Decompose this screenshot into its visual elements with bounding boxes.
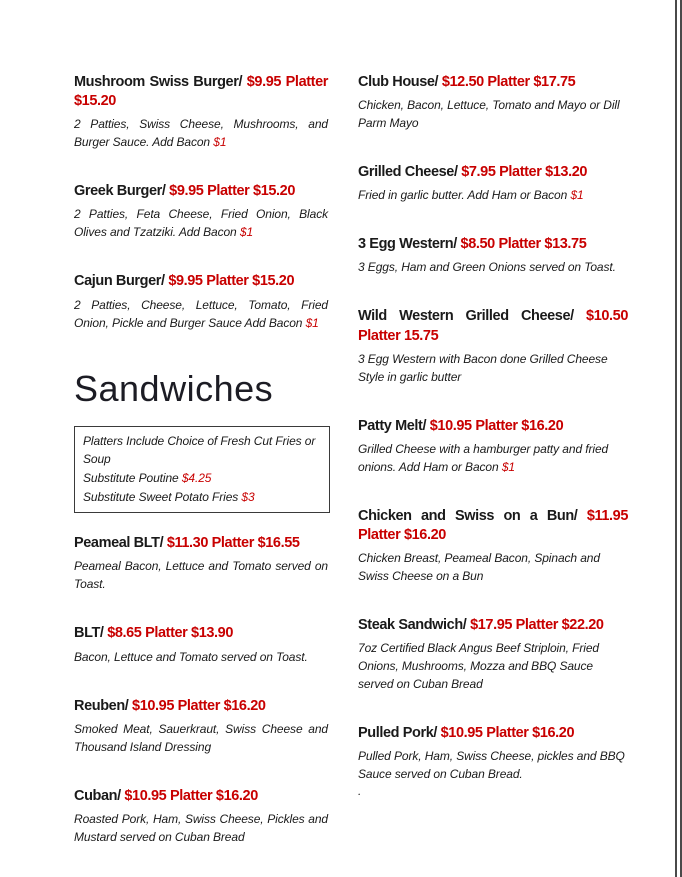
item-price: $10.95 Platter $16.20 [124,787,258,804]
menu-item-3-egg-western [358,235,628,276]
item-description [358,96,628,132]
item-name: 3 Egg Western/ [358,236,457,253]
menu-item-pulled-pork [358,724,628,800]
item-description [358,186,628,204]
item-name: Reuben/ [74,697,129,714]
item-desc-text: 3 Eggs, Ham and Green Onions served on Toast. [358,260,616,275]
item-title [74,272,328,291]
item-title [74,182,328,201]
item-addon-price: $1 [501,459,515,474]
item-description [358,549,628,585]
menu-item-cuban [74,787,328,846]
item-description [74,296,328,332]
item-title [358,73,628,92]
item-title [358,616,628,635]
item-price: $17.95 Platter $22.20 [470,617,604,633]
item-description [74,810,328,846]
menu-item-chicken-and-swiss-on-a-bun [358,507,628,585]
item-price: $8.65 Platter $13.90 [107,625,234,642]
item-price: $8.50 Platter $13.75 [460,236,587,253]
menu-item-cajun-burger [74,272,328,331]
item-name: Club House/ [358,74,439,90]
item-name: Chicken and Swiss on a Bun/ [358,507,578,524]
item-trailing-period: . [358,784,362,799]
page-edge-line [675,0,677,877]
platter-note-line-3 [83,488,321,507]
menu-item-patty-melt [358,417,628,476]
item-price: $9.95 Platter $15.20 [74,74,328,110]
note-price: $4.25 [181,471,212,486]
note-text: Substitute Sweet Potato Fries [83,489,239,504]
menu-item-peameal-blt [74,534,328,593]
item-desc-text: Peameal Bacon, Lettuce and Tomato served on Toast. [74,559,328,592]
item-price: $10.95 Platter $16.20 [132,697,266,714]
item-desc-text: Smoked Meat, Sauerkraut, Swiss Cheese and Thousand Island Dressing [74,721,328,754]
item-price: $12.50 Platter $17.75 [441,74,576,90]
item-desc-text: 7oz Certified Black Angus Beef Striploin, Fried Onions, Mushrooms, Mozza and BBQ Sauce served on Cuban Bread [358,641,599,692]
platter-note-line-1 [83,432,321,469]
item-name: Mushroom Swiss Burger/ [74,74,243,90]
item-desc-text: 2 Patties, Cheese, Lettuce, Tomato, Fried Onion, Pickle and Burger Sauce Add Bacon [74,297,328,330]
item-addon-price: $1 [239,225,254,240]
item-price: $7.95 Platter $13.20 [461,164,588,181]
item-title [358,724,628,743]
item-description [358,747,628,783]
item-desc-text: Pulled Pork, Ham, Swiss Cheese, pickles and BBQ Sauce served on Cuban Bread. [358,749,625,782]
item-name: Greek Burger/ [74,183,166,200]
menu-item-mushroom-swiss-burger [74,73,328,151]
item-desc-text: Grilled Cheese with a hamburger patty and fried onions. Add Ham or Bacon [358,441,609,474]
note-text: Platters Include Choice of Fresh Cut Fries or Soup [83,433,316,467]
item-title [358,417,628,436]
menu-item-blt [74,624,328,665]
item-price: $9.95 Platter $15.20 [168,273,295,290]
platter-note-box [74,426,330,513]
item-title [74,787,328,806]
item-title [358,163,628,182]
item-name: Wild Western Grilled Cheese/ [358,308,574,325]
item-desc-text: Fried in garlic butter. Add Ham or Bacon [358,188,568,203]
menu-item-steak-sandwich [358,616,628,693]
item-name: Grilled Cheese/ [358,164,458,181]
item-description [74,557,328,593]
item-name: Cuban/ [74,787,121,804]
menu-item-grilled-cheese [358,163,628,204]
item-name: Patty Melt/ [358,417,427,434]
item-desc-text: Chicken, Bacon, Lettuce, Tomato and Mayo or Dill Parm Mayo [358,98,620,131]
item-description [358,258,628,276]
platter-note-line-2 [83,469,321,488]
item-price: $10.50 Platter 15.75 [358,308,628,344]
item-price: $11.95 Platter $16.20 [358,507,628,543]
item-name: Pulled Pork/ [358,725,437,742]
menu-item-reuben [74,697,328,756]
item-desc-text: Chicken Breast, Peameal Bacon, Spinach and Swiss Cheese on a Bun [358,551,600,583]
item-price: $10.95 Platter $16.20 [440,725,575,742]
item-description [358,350,628,386]
item-title [74,697,328,716]
item-description [358,440,628,476]
menu-item-greek-burger [74,182,328,241]
menu-column-left [74,73,328,877]
menu-column-right [358,73,628,877]
item-name: BLT/ [74,625,104,642]
item-price: $10.95 Platter $16.20 [429,417,564,434]
item-name: Cajun Burger/ [74,273,165,290]
item-desc-text: 3 Egg Western with Bacon done Grilled Cheese Style in garlic butter [358,351,608,384]
item-desc-text: Bacon, Lettuce and Tomato served on Toast. [74,649,308,664]
item-addon-price: $1 [213,135,227,150]
item-name: Peameal BLT/ [74,535,164,552]
item-title [358,507,628,545]
item-price: $9.95 Platter $15.20 [169,183,295,200]
item-description [74,720,328,756]
item-addon-price: $1 [570,188,584,203]
item-title [74,534,328,553]
menu-item-club-house [358,73,628,132]
item-title [74,73,328,111]
section-heading-sandwiches: Sandwiches [74,367,274,409]
item-description [74,205,328,241]
item-title [74,624,328,643]
note-price: $3 [241,489,255,504]
item-title [358,307,628,345]
item-desc-text: 2 Patties, Feta Cheese, Fried Onion, Black Olives and Tzatziki. Add Bacon [74,207,328,240]
item-addon-price: $1 [305,315,319,330]
item-description [358,639,628,693]
item-name: Steak Sandwich/ [358,617,467,633]
item-desc-text: Roasted Pork, Ham, Swiss Cheese, Pickles and Mustard served on Cuban Bread [74,811,328,844]
item-description [74,115,328,151]
menu-item-wild-western-grilled-cheese [358,307,628,385]
item-description [74,648,328,666]
item-title [358,235,628,254]
item-desc-text: 2 Patties, Swiss Cheese, Mushrooms, and Burger Sauce. Add Bacon [74,117,328,150]
item-price: $11.30 Platter $16.55 [166,535,300,552]
note-text: Substitute Poutine [83,471,179,486]
